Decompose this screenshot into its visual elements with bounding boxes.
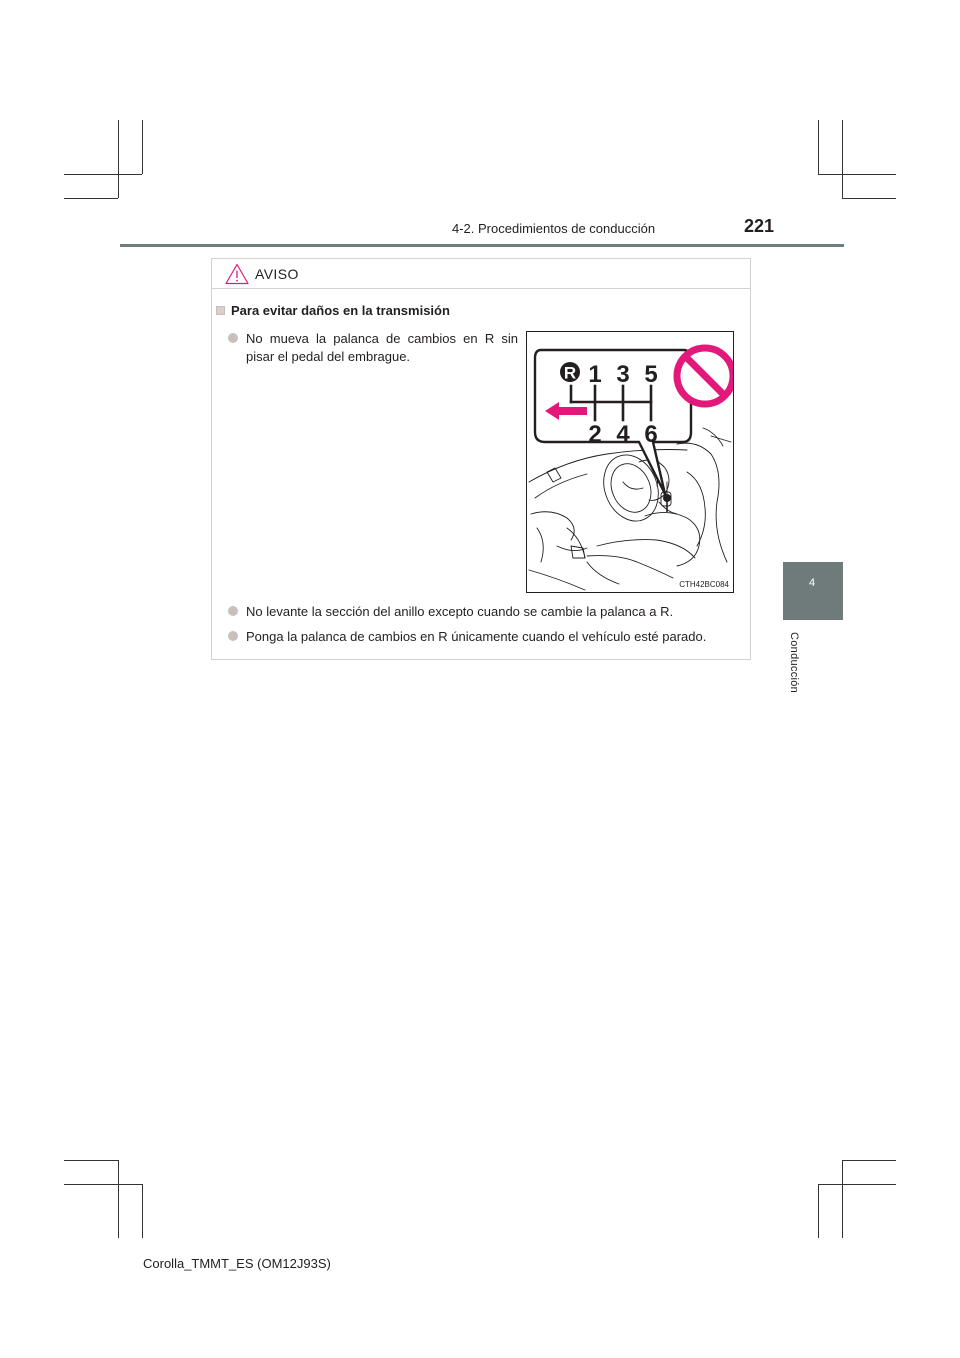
section-title: 4-2. Procedimientos de conducción	[452, 221, 656, 236]
footer-document-id: Corolla_TMMT_ES (OM12J93S)	[143, 1256, 331, 1271]
chapter-number: 4	[808, 577, 816, 589]
header-rule	[120, 244, 844, 247]
crop-mark	[842, 1160, 843, 1238]
crop-mark	[142, 1184, 143, 1238]
gear-label: R	[563, 363, 577, 383]
warning-triangle-icon	[225, 263, 249, 285]
page-header	[0, 0, 960, 250]
warning-label: AVISO	[255, 266, 299, 282]
page-number: 221	[744, 216, 775, 236]
gear-label: 4	[616, 421, 630, 448]
list-item	[228, 330, 518, 366]
warning-box	[211, 258, 751, 660]
crop-mark	[818, 1184, 819, 1238]
crop-mark	[842, 1160, 896, 1161]
warning-subheading	[216, 303, 450, 318]
illustration-code: CTH42BC084	[679, 580, 729, 589]
gear-label: 2	[588, 421, 602, 448]
prohibition-icon	[677, 348, 733, 404]
warning-subheading-text: Para evitar daños en la transmisión	[231, 303, 450, 318]
crop-mark	[818, 1184, 896, 1185]
gearshift-illustration	[526, 331, 734, 593]
square-bullet-icon	[216, 306, 225, 315]
bullet-dot-icon	[228, 606, 238, 616]
gear-label: 1	[588, 361, 602, 388]
gear-label: 5	[644, 361, 658, 388]
warning-header	[212, 259, 750, 289]
crop-mark	[64, 1184, 142, 1185]
chapter-tab[interactable]	[783, 562, 843, 620]
list-item	[228, 603, 738, 621]
bullet-dot-icon	[228, 631, 238, 641]
list-item	[228, 628, 748, 646]
list-item-text: No levante la sección del anillo excepto cuando se cambie la palanca a R.	[246, 604, 674, 619]
list-item-text: Ponga la palanca de cambios en R únicamente cuando el vehículo esté parado.	[246, 629, 707, 644]
gear-label: 3	[616, 361, 630, 388]
crop-mark	[118, 1160, 119, 1238]
crop-mark	[64, 1160, 118, 1161]
gearshift-drawing	[527, 332, 734, 593]
chapter-label: Conducción	[788, 632, 800, 694]
list-item-text: No mueva la palanca de cambios en R sin pisar el pedal del embrague.	[246, 331, 518, 364]
bullet-dot-icon	[228, 333, 238, 343]
gear-label: 6	[644, 421, 658, 448]
